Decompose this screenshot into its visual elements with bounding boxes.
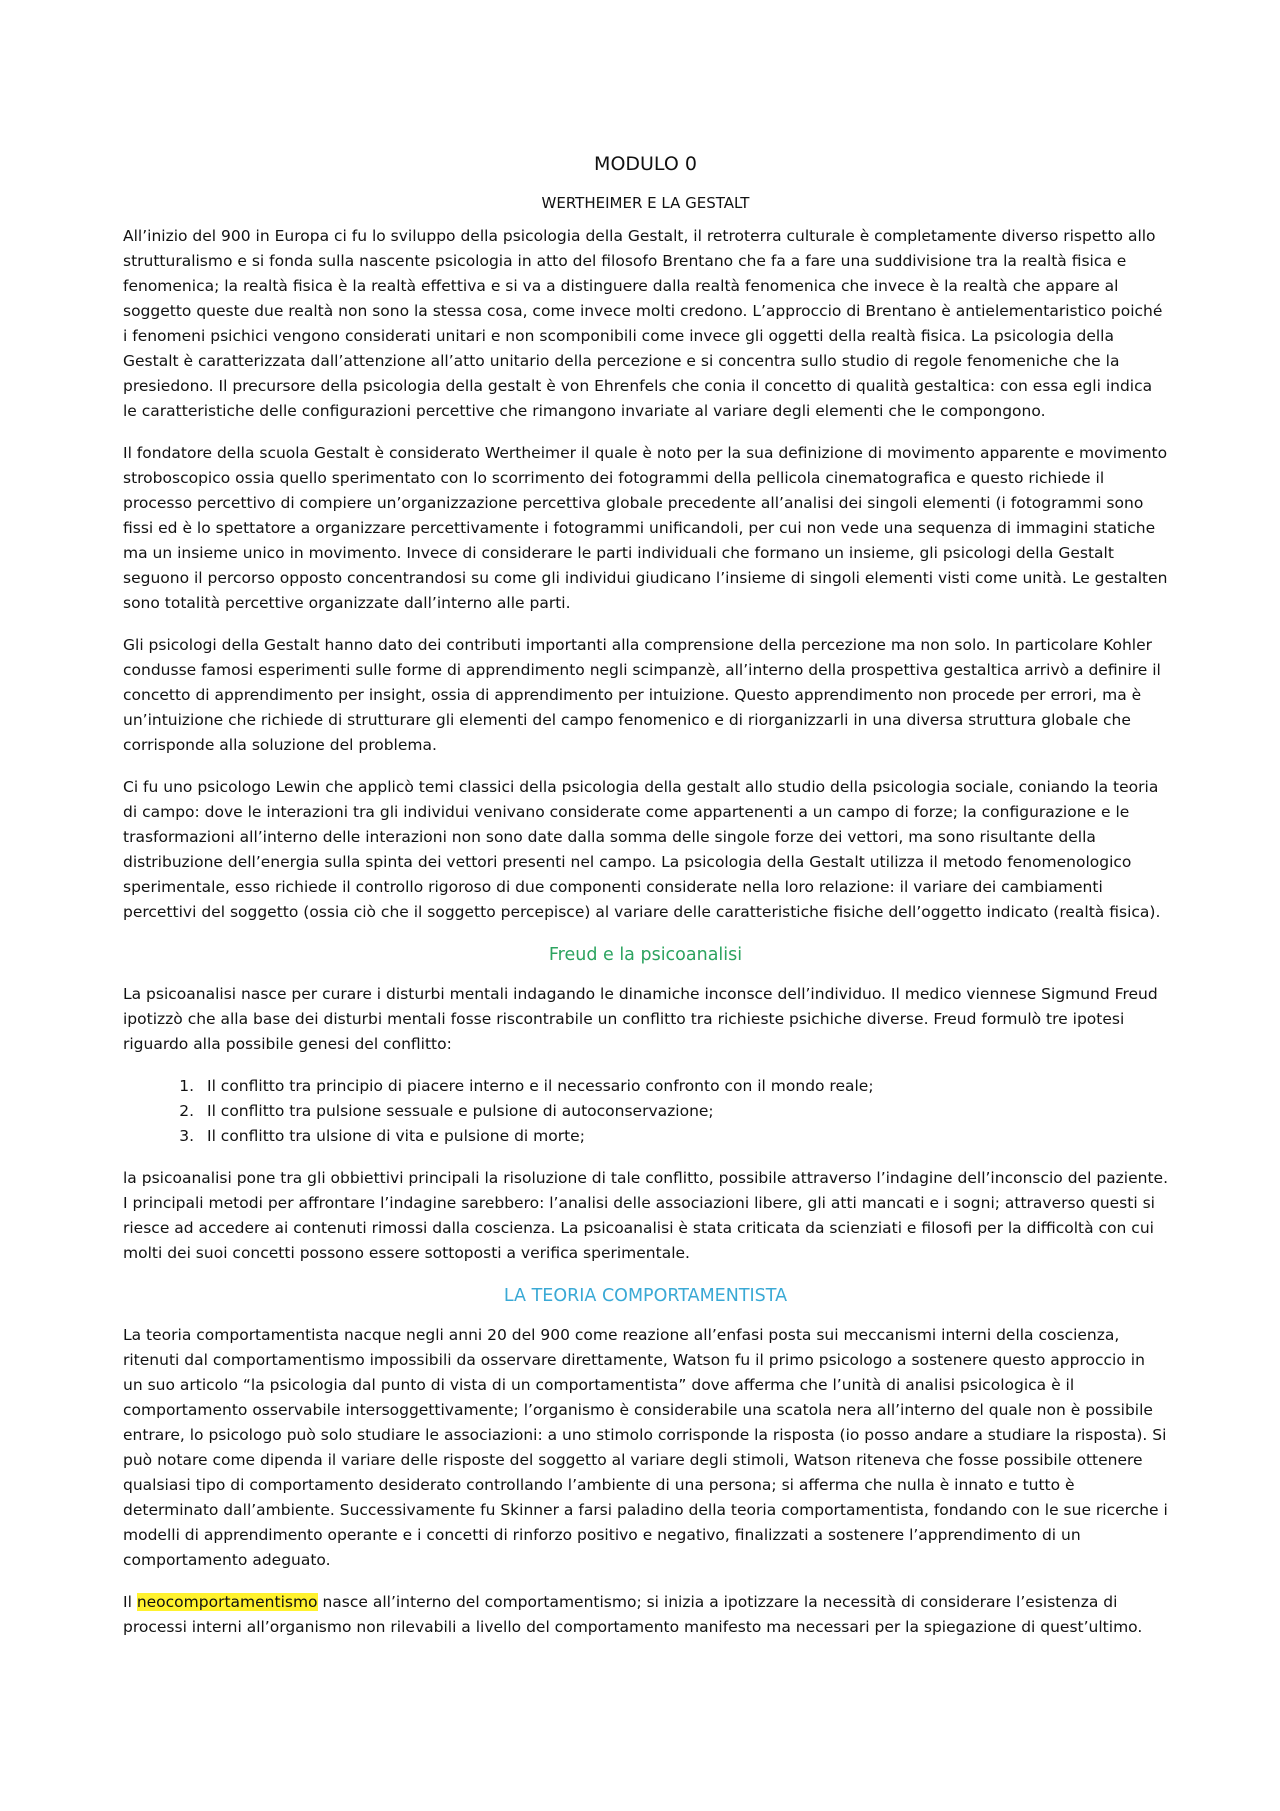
paragraph-psychoanalysis: La psicoanalisi nasce per curare i disturbi mentali indagando le dinamiche inconsce dell’individuo. Il medico viennese Sigmund Freud ipotizzò che alla base dei disturbi mentali fosse riscontrabile un conflitto tra richieste psichiche diverse. Freud formulò tre ipotesi riguardo alla possibile genesi del conflitto: bbox=[123, 985, 1158, 1053]
list-item: 2. Il conflitto tra pulsione sessuale e pulsione di autoconservazione; bbox=[199, 1099, 1168, 1124]
list-item: 3. Il conflitto tra ulsione di vita e pulsione di morte; bbox=[199, 1124, 1168, 1149]
paragraph-psychoanalysis-goals: la psicoanalisi pone tra gli obbiettivi principali la risoluzione di tale conflitto, possibile attraverso l’indagine dell’inconscio del paziente. I principali metodi per affrontare l’indagine sarebbero: l’analisi delle associazioni libere, gli atti mancati e i sogni; attraverso questi si riesce ad accedere ai contenuti rimossi dalla coscienza. La psicoanalisi è stata criticata da scienziati e filosofi per la difficoltà con cui molti dei suoi concetti possono essere sottoposti a verifica sperimentale. bbox=[123, 1169, 1168, 1262]
paragraph-gestalt-intro: All’inizio del 900 in Europa ci fu lo sviluppo della psicologia della Gestalt, il retroterra culturale è completamente diverso rispetto allo strutturalismo e si fonda sulla nascente psicologia in atto del filosofo Brentano che fa a fare una suddivisione tra la realtà fisica e fenomenica; la realtà fisica è la realtà effettiva e si va a distinguere dalla realtà fenomenica che invece è la realtà che appare al soggetto queste due realtà non sono la stessa cosa, come invece molti credono. L’approccio di Brentano è antielementaristico poiché i fenomeni psichici vengono considerati unitari e non scomponibili come invece gli oggetti della realtà fisica. La psicologia della Gestalt è caratterizzata dall’attenzione all’atto unitario della percezione e si concentra sullo studio di regole fenomeniche che la presiedono. Il precursore della psicologia della gestalt è von Ehrenfels che conia il concetto di qualità gestaltica: con essa egli indica le caratteristiche delle configurazioni percettive che rimangono invariate al variare degli elementi che le compongono. bbox=[123, 227, 1163, 420]
paragraph-lewin: Ci fu uno psicologo Lewin che applicò temi classici della psicologia della gestalt allo studio della psicologia sociale, coniando la teoria di campo: dove le interazioni tra gli individui venivano considerate come appartenenti a un campo di forze; la configurazione e le trasformazioni all’interno delle interazioni non sono date dalla somma delle singole forze dei vettori, ma sono risultante della distribuzione dell’energia sulla spinta dei vettori presenti nel campo. La psicologia della Gestalt utilizza il metodo fenomenologico sperimentale, esso richiede il controllo rigoroso di due componenti considerate nella loro relazione: il variare dei cambiamenti percettivi del soggetto (ossia ciò che il soggetto percepisce) al variare delle caratteristiche fisiche dell’oggetto indicato (realtà fisica). bbox=[123, 778, 1161, 921]
paragraph-kohler: Gli psicologi della Gestalt hanno dato dei contributi importanti alla comprensione della percezione ma non solo. In particolare Kohler condusse famosi esperimenti sulle forme di apprendimento negli scimpanzè, all’interno della prospettiva gestaltica arrivò a definire il concetto di apprendimento per insight, ossia di apprendimento per intuizione. Questo apprendimento non procede per errori, ma è un’intuizione che richiede di strutturare gli elementi del campo fenomenico e di riorganizzarli in una diversa struttura globale che corrisponde alla soluzione del problema. bbox=[123, 636, 1161, 754]
conflict-hypotheses-list bbox=[123, 1074, 1168, 1149]
list-item: 1. Il conflitto tra principio di piacere interno e il necessario confronto con il mondo reale; bbox=[199, 1074, 1168, 1099]
paragraph-neobehaviorism-end: nasce all’interno del comportamentismo; si inizia a ipotizzare la necessità di considerare l’esistenza di processi interni all’organismo non rilevabili a livello del comportamento manifesto ma necessari per la spiegazione di quest’ultimo. bbox=[123, 1593, 1143, 1636]
document-subtitle: WERTHEIMER E LA GESTALT bbox=[541, 194, 750, 212]
paragraph-neobehaviorism bbox=[123, 1590, 1168, 1640]
paragraph-behaviorism: La teoria comportamentista nacque negli anni 20 del 900 come reazione all’enfasi posta sui meccanismi interni della coscienza, ritenuti dal comportamentismo impossibili da osservare direttamente, Watson fu il primo psicologo a sostenere questo approccio in un suo articolo “la psicologia dal punto di vista di un comportamentista” dove afferma che l’unità di analisi psicologica è il comportamento osservabile intersoggettivamente; l’organismo è considerabile una scatola nera all’interno del quale non è possibile entrare, lo psicologo può solo studiare le associazioni: a uno stimolo corrisponde la risposta (io posso andare a studiare la risposta). Si può notare come dipenda il variare delle risposte del soggetto al variare degli stimoli, Watson riteneva che fosse possibile ottenere qualsiasi tipo di comportamento desiderato controllando l’ambiente di una persona; si afferma che nulla è innato e tutto è determinato dall’ambiente. Successivamente fu Skinner a farsi paladino della teoria comportamentista, fondando con le sue ricerche i modelli di apprendimento operante e i concetti di rinforzo positivo e negativo, finalizzati a sostenere l’apprendimento di un comportamento adeguato. bbox=[123, 1326, 1168, 1569]
document-content bbox=[123, 150, 1168, 1657]
section-heading-freud: Freud e la psicoanalisi bbox=[548, 945, 743, 965]
document-title: MODULO 0 bbox=[594, 153, 697, 175]
paragraph-neobehaviorism-start: Il bbox=[123, 1593, 137, 1611]
paragraph-wertheimer: Il fondatore della scuola Gestalt è considerato Wertheimer il quale è noto per la sua definizione di movimento apparente e movimento stroboscopico ossia quello sperimentato con lo scorrimento dei fotogrammi della pellicola cinematografica e questo richiede il processo percettivo di compiere un’organizzazione percettiva globale precedente all’analisi dei singoli elementi (i fotogrammi sono fissi ed è lo spettatore a organizzare percettivamente i fotogrammi unificandoli, per cui non vede una sequenza di immagini statiche ma un insieme unico in movimento. Invece di considerare le parti individuali che formano un insieme, gli psicologi della Gestalt seguono il percorso opposto concentrandosi su come gli individui giudicano l’insieme di singoli elementi visti come unità. Le gestalten sono totalità percettive organizzate dall’interno alle parti. bbox=[123, 444, 1168, 612]
highlighted-term: neocomportamentismo bbox=[136, 1593, 318, 1611]
section-heading-behaviorism: LA TEORIA COMPORTAMENTISTA bbox=[503, 1286, 788, 1306]
